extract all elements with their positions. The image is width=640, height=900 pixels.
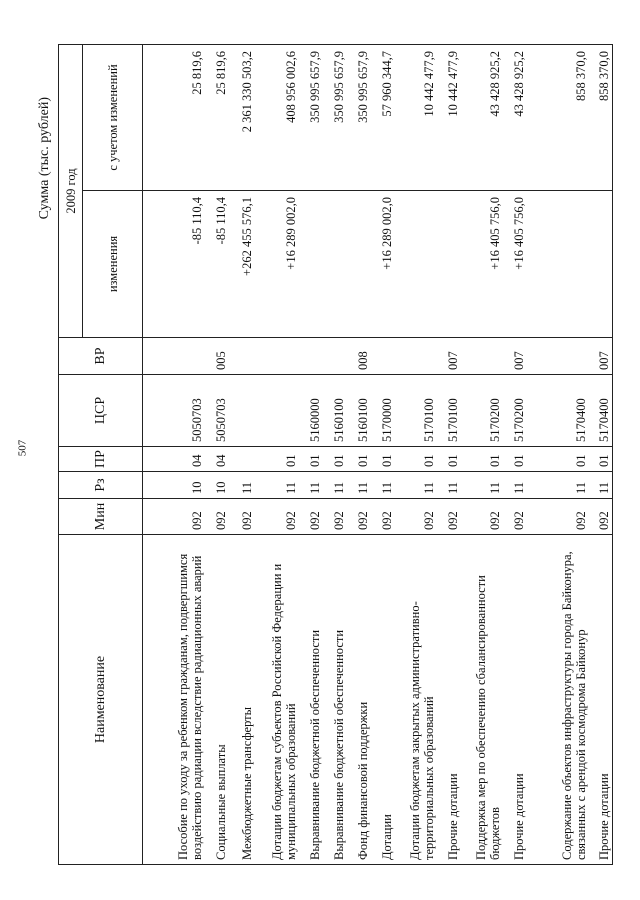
row-pr: 01 — [255, 447, 299, 472]
row-vr — [527, 338, 589, 375]
header-changes: изменения — [83, 191, 143, 338]
row-pr: 01 — [503, 447, 527, 472]
row-pr: 01 — [589, 447, 613, 472]
header-pr: ПР — [59, 447, 143, 472]
row-pr — [229, 447, 255, 472]
table-row — [347, 44, 371, 864]
row-name: Выравнивание бюджетной обеспеченности — [299, 535, 323, 865]
row-rz: 11 — [437, 472, 461, 499]
row-vr: 007 — [437, 338, 461, 375]
row-min: 092 — [437, 499, 461, 535]
row-min: 092 — [299, 499, 323, 535]
row-rz: 11 — [527, 472, 589, 499]
row-changes — [299, 191, 323, 338]
row-rz: 10 — [143, 472, 205, 499]
row-total: 858 370,0 — [589, 44, 613, 190]
row-min: 092 — [323, 499, 347, 535]
table-row — [461, 44, 503, 864]
row-changes — [347, 191, 371, 338]
table-row — [527, 44, 589, 864]
header-name: Наименование — [59, 535, 143, 865]
row-total: 350 995 657,9 — [323, 44, 347, 190]
row-csr: 5160000 — [299, 375, 323, 447]
row-rz: 10 — [205, 472, 229, 499]
row-total: 10 442 477,9 — [395, 44, 437, 190]
row-csr — [229, 375, 255, 447]
row-changes — [527, 191, 589, 338]
row-name: Дотации — [371, 535, 395, 865]
row-min: 092 — [347, 499, 371, 535]
row-rz: 11 — [461, 472, 503, 499]
row-changes — [437, 191, 461, 338]
row-csr: 5050703 — [205, 375, 229, 447]
row-csr: 5170400 — [527, 375, 589, 447]
row-name: Прочие дотации — [437, 535, 461, 865]
header-with-changes: с учетом изменений — [83, 44, 143, 190]
row-vr — [371, 338, 395, 375]
row-min: 092 — [371, 499, 395, 535]
row-vr — [395, 338, 437, 375]
row-name: Поддержка мер по обеспечению сбалансированности бюджетов — [461, 535, 503, 865]
page-number: 507 — [16, 439, 29, 457]
row-csr: 5170000 — [371, 375, 395, 447]
row-vr: 008 — [347, 338, 371, 375]
table-row — [589, 44, 613, 864]
row-min: 092 — [255, 499, 299, 535]
row-changes — [589, 191, 613, 338]
table-row — [143, 44, 205, 864]
row-rz: 11 — [299, 472, 323, 499]
header-csr: ЦСР — [59, 375, 143, 447]
table-row — [205, 44, 229, 864]
row-min: 092 — [461, 499, 503, 535]
row-changes — [395, 191, 437, 338]
row-vr — [143, 338, 205, 375]
row-min: 092 — [395, 499, 437, 535]
table-row — [255, 44, 299, 864]
row-name: Дотации бюджетам закрытых административно-территориальных образований — [395, 535, 437, 865]
header-rz: Рз — [59, 472, 143, 499]
sum-caption: Сумма (тыс. рублей) — [37, 97, 52, 220]
header-min: Мин — [59, 499, 143, 535]
table-row — [299, 44, 323, 864]
row-changes: +16 405 756,0 — [461, 191, 503, 338]
table-row — [323, 44, 347, 864]
row-rz: 11 — [255, 472, 299, 499]
table-row — [371, 44, 395, 864]
table-row — [503, 44, 527, 864]
row-changes: +16 289 002,0 — [371, 191, 395, 338]
table-body — [143, 44, 613, 864]
row-changes: -85 110,4 — [205, 191, 229, 338]
row-pr: 04 — [205, 447, 229, 472]
row-total: 2 361 330 503,2 — [229, 44, 255, 190]
row-total: 25 819,6 — [143, 44, 205, 190]
row-csr: 5170200 — [461, 375, 503, 447]
row-name: Фонд финансовой поддержки — [347, 535, 371, 865]
row-min: 092 — [527, 499, 589, 535]
row-total: 25 819,6 — [205, 44, 229, 190]
row-pr: 01 — [437, 447, 461, 472]
row-csr — [255, 375, 299, 447]
row-rz: 11 — [347, 472, 371, 499]
row-csr: 5160100 — [323, 375, 347, 447]
table-row — [395, 44, 437, 864]
row-vr: 005 — [205, 338, 229, 375]
row-changes: +16 405 756,0 — [503, 191, 527, 338]
row-vr: 007 — [503, 338, 527, 375]
row-total: 43 428 925,2 — [461, 44, 503, 190]
row-pr: 04 — [143, 447, 205, 472]
row-min: 092 — [503, 499, 527, 535]
row-vr — [461, 338, 503, 375]
row-rz: 11 — [395, 472, 437, 499]
row-changes — [323, 191, 347, 338]
row-total: 858 370,0 — [527, 44, 589, 190]
row-name: Межбюджетные трансферты — [229, 535, 255, 865]
row-min: 092 — [589, 499, 613, 535]
row-pr: 01 — [299, 447, 323, 472]
row-total: 408 956 002,6 — [255, 44, 299, 190]
row-vr — [255, 338, 299, 375]
row-vr — [299, 338, 323, 375]
row-csr: 5170200 — [503, 375, 527, 447]
header-year: 2009 год — [59, 44, 83, 337]
row-pr: 01 — [323, 447, 347, 472]
row-vr — [229, 338, 255, 375]
budget-table — [58, 44, 613, 865]
row-csr: 5170400 — [589, 375, 613, 447]
budget-table-page — [37, 45, 611, 865]
row-total: 43 428 925,2 — [503, 44, 527, 190]
row-min: 092 — [205, 499, 229, 535]
row-name: Социальные выплаты — [205, 535, 229, 865]
row-min: 092 — [143, 499, 205, 535]
row-pr: 01 — [347, 447, 371, 472]
row-name: Содержание объектов инфраструктуры города Байконура, связанных с арендой космодрома Байконур — [527, 535, 589, 865]
row-name: Дотации бюджетам субъектов Российской Федерации и муниципальных образований — [255, 535, 299, 865]
row-total: 350 995 657,9 — [299, 44, 323, 190]
row-rz: 11 — [503, 472, 527, 499]
row-changes: -85 110,4 — [143, 191, 205, 338]
row-vr — [323, 338, 347, 375]
row-rz: 11 — [229, 472, 255, 499]
row-total: 350 995 657,9 — [347, 44, 371, 190]
table-row — [437, 44, 461, 864]
row-csr: 5160100 — [347, 375, 371, 447]
row-name: Прочие дотации — [589, 535, 613, 865]
row-rz: 11 — [323, 472, 347, 499]
row-rz: 11 — [589, 472, 613, 499]
row-name: Пособие по уходу за ребенком гражданам, подвергшимся воздействию радиации вследствие радиационных аварий — [143, 535, 205, 865]
row-changes: +16 289 002,0 — [255, 191, 299, 338]
row-rz: 11 — [371, 472, 395, 499]
row-name: Прочие дотации — [503, 535, 527, 865]
row-pr: 01 — [461, 447, 503, 472]
row-csr: 5050703 — [143, 375, 205, 447]
row-total: 57 960 344,7 — [371, 44, 395, 190]
row-total: 10 442 477,9 — [437, 44, 461, 190]
row-pr: 01 — [527, 447, 589, 472]
row-csr: 5170100 — [437, 375, 461, 447]
row-changes: +262 455 576,1 — [229, 191, 255, 338]
table-row — [229, 44, 255, 864]
row-pr: 01 — [371, 447, 395, 472]
header-vr: ВР — [59, 338, 143, 375]
row-min: 092 — [229, 499, 255, 535]
row-name: Выравнивание бюджетной обеспеченности — [323, 535, 347, 865]
row-vr: 007 — [589, 338, 613, 375]
row-csr: 5170100 — [395, 375, 437, 447]
row-pr: 01 — [395, 447, 437, 472]
